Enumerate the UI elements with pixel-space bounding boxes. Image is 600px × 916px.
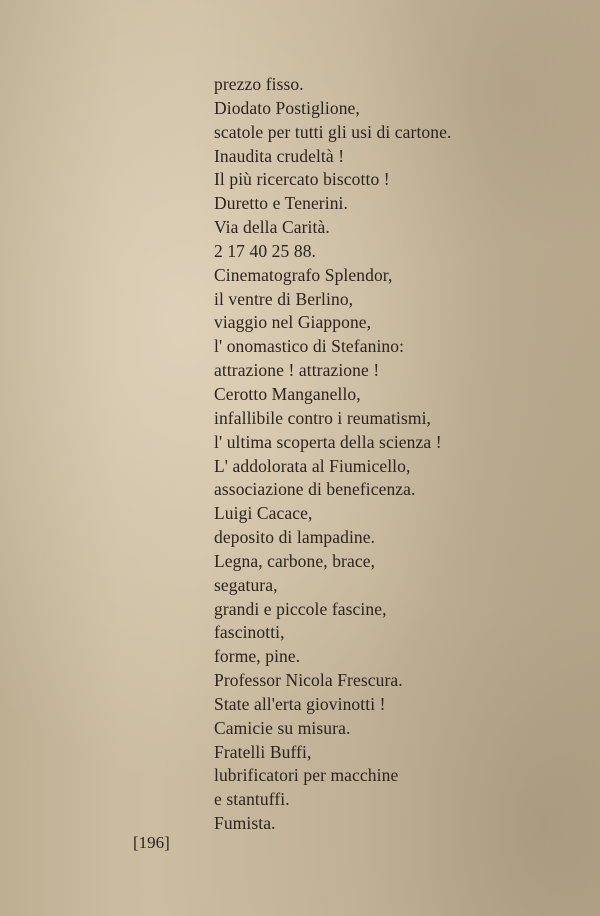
poem-line: attrazione ! attrazione ! [214, 360, 380, 381]
poem-line: l' ultima scoperta della scienza ! [214, 431, 442, 452]
poem-line: Professor Nicola Frescura. [214, 670, 403, 691]
poem-line: Fumista. [214, 813, 276, 834]
poem-line: Diodato Postiglione, [214, 97, 360, 118]
poem-line: Via della Carità. [214, 217, 330, 238]
poem-line: fascinotti, [214, 622, 285, 643]
poem-line: lubrificatori per macchine [214, 765, 399, 786]
poem-line: segatura, [214, 574, 278, 595]
poem-line: L' addolorata al Fiumicello, [214, 455, 411, 476]
poem-line: il ventre di Berlino, [214, 288, 354, 309]
poem-line: forme, pine. [214, 646, 301, 667]
poem-line: e stantuffi. [214, 789, 290, 810]
poem-line: Inaudita crudeltà ! [214, 145, 345, 166]
poem-line: l' onomastico di Stefanino: [214, 336, 405, 357]
poem-line: Cerotto Manganello, [214, 383, 361, 404]
poem-line: infallibile contro i reumatismi, [214, 407, 432, 428]
poem-line: Duretto e Tenerini. [214, 193, 348, 214]
poem-line: associazione di beneficenza. [214, 479, 416, 500]
poem-line: grandi e piccole fascine, [214, 598, 387, 619]
poem-line: deposito di lampadine. [214, 527, 376, 548]
poem-line: scatole per tutti gli usi di cartone. [214, 121, 452, 142]
poem-line: prezzo fisso. [214, 74, 304, 94]
poem-line: Cinematografo Splendor, [214, 264, 393, 285]
page-number: [196] [133, 833, 170, 852]
poem-line: Camicie su misura. [214, 717, 351, 738]
poem-line: Luigi Cacace, [214, 503, 313, 524]
poem-line: 2 17 40 25 88. [214, 240, 317, 261]
poem-line: State all'erta giovinotti ! [214, 693, 386, 714]
poem-line: viaggio nel Giappone, [214, 312, 372, 333]
poem-line: Legna, carbone, brace, [214, 550, 376, 571]
poem-text [214, 73, 451, 836]
poem-line: Il più ricercato biscotto ! [214, 169, 390, 190]
poem-line: Fratelli Buffi, [214, 741, 312, 762]
